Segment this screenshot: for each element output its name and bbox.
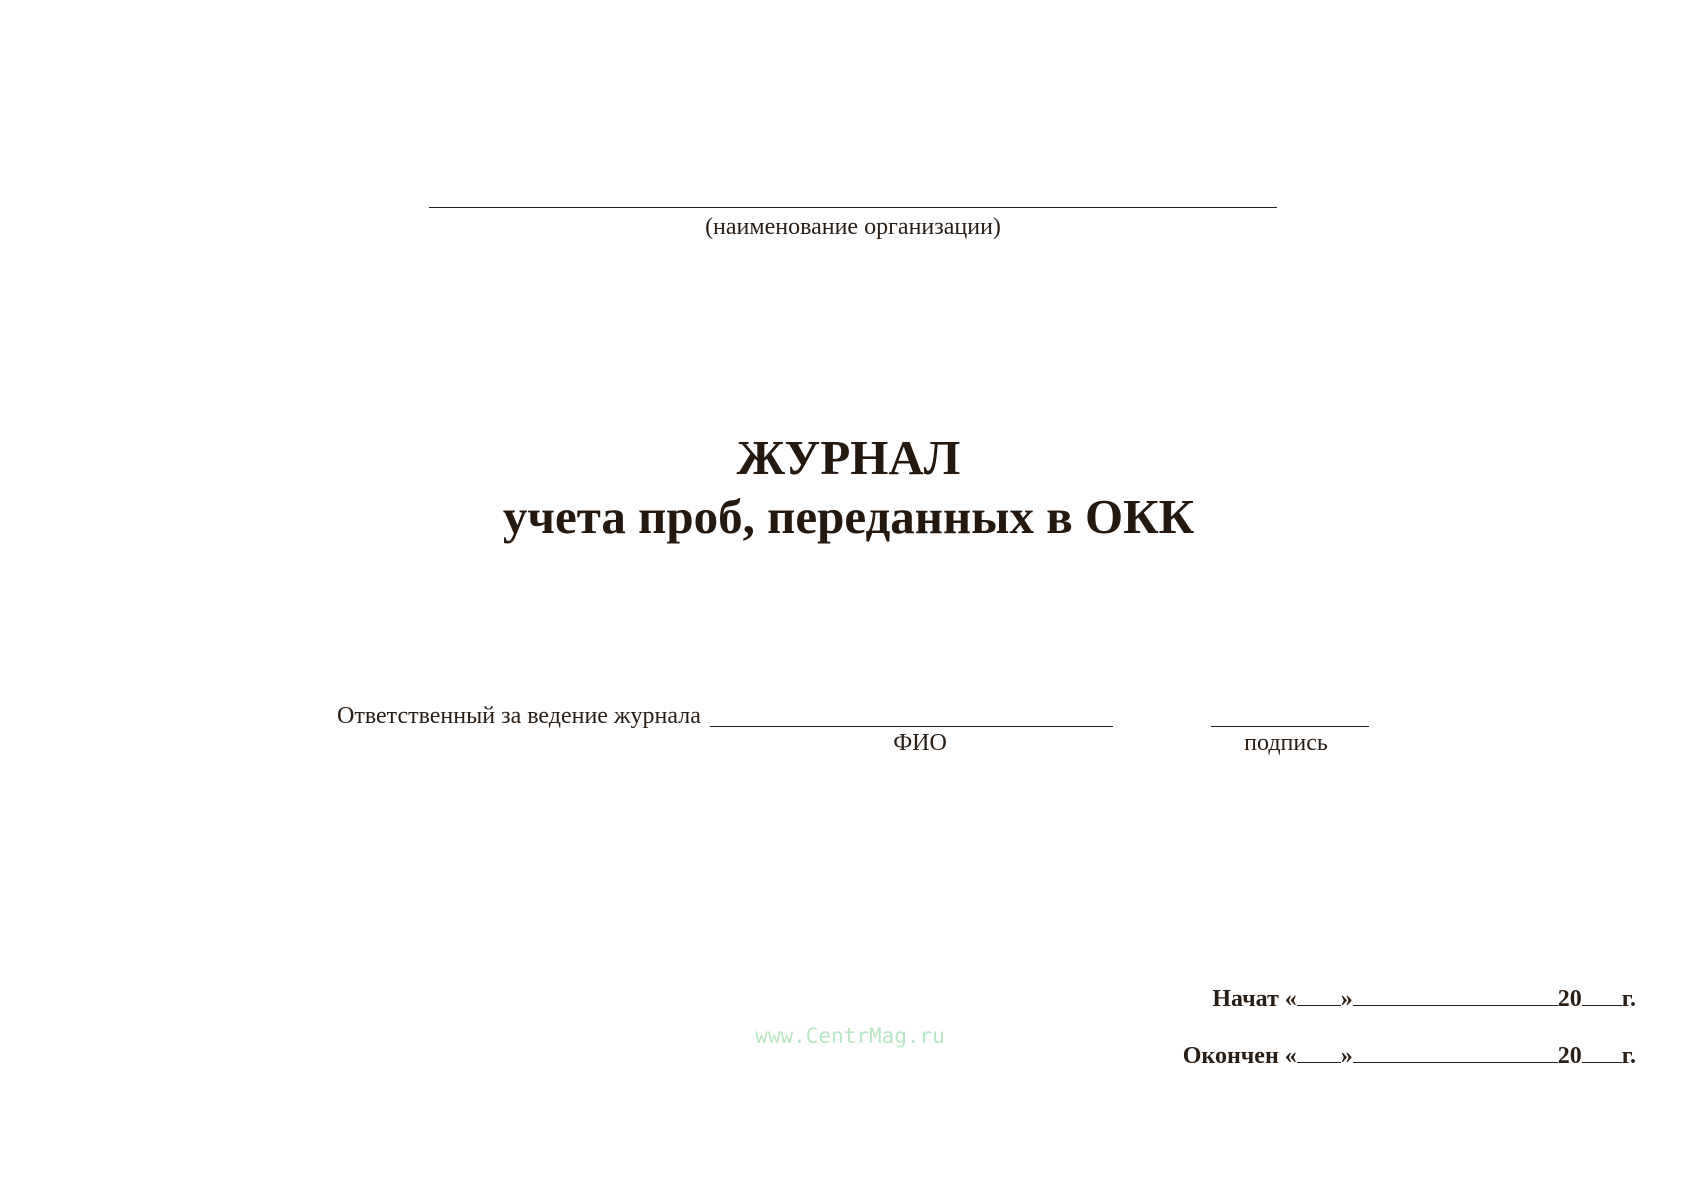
responsible-name-line <box>710 726 1113 727</box>
end-year-prefix: 20 <box>1557 1043 1582 1069</box>
end-year-blank <box>1582 1040 1622 1063</box>
start-year-prefix: 20 <box>1557 986 1582 1012</box>
end-date-label: Окончен « <box>1182 1043 1297 1069</box>
end-day-blank <box>1297 1040 1341 1063</box>
end-year-suffix: г. <box>1621 1043 1636 1069</box>
start-date-label: Начат « <box>1212 986 1297 1012</box>
start-date-row <box>1212 983 1636 1014</box>
start-year-blank <box>1582 983 1622 1006</box>
signature-line <box>1211 726 1369 727</box>
organization-name-line <box>429 207 1277 208</box>
name-caption: ФИО <box>893 730 947 756</box>
end-date-row <box>1183 1040 1636 1071</box>
signature-caption: подпись <box>1244 730 1328 756</box>
watermark: www.CentrMag.ru <box>755 1024 945 1048</box>
responsible-label: Ответственный за ведение журнала <box>337 703 701 729</box>
start-month-blank <box>1353 983 1558 1006</box>
start-day-blank <box>1297 983 1341 1006</box>
document-subtitle: учета проб, переданных в ОКК <box>502 489 1195 544</box>
document-title: ЖУРНАЛ <box>736 430 961 485</box>
start-year-suffix: г. <box>1621 986 1636 1012</box>
end-month-blank <box>1353 1040 1558 1063</box>
end-quote-close: » <box>1340 1043 1353 1069</box>
organization-caption: (наименование организации) <box>705 214 1001 240</box>
start-quote-close: » <box>1340 986 1353 1012</box>
